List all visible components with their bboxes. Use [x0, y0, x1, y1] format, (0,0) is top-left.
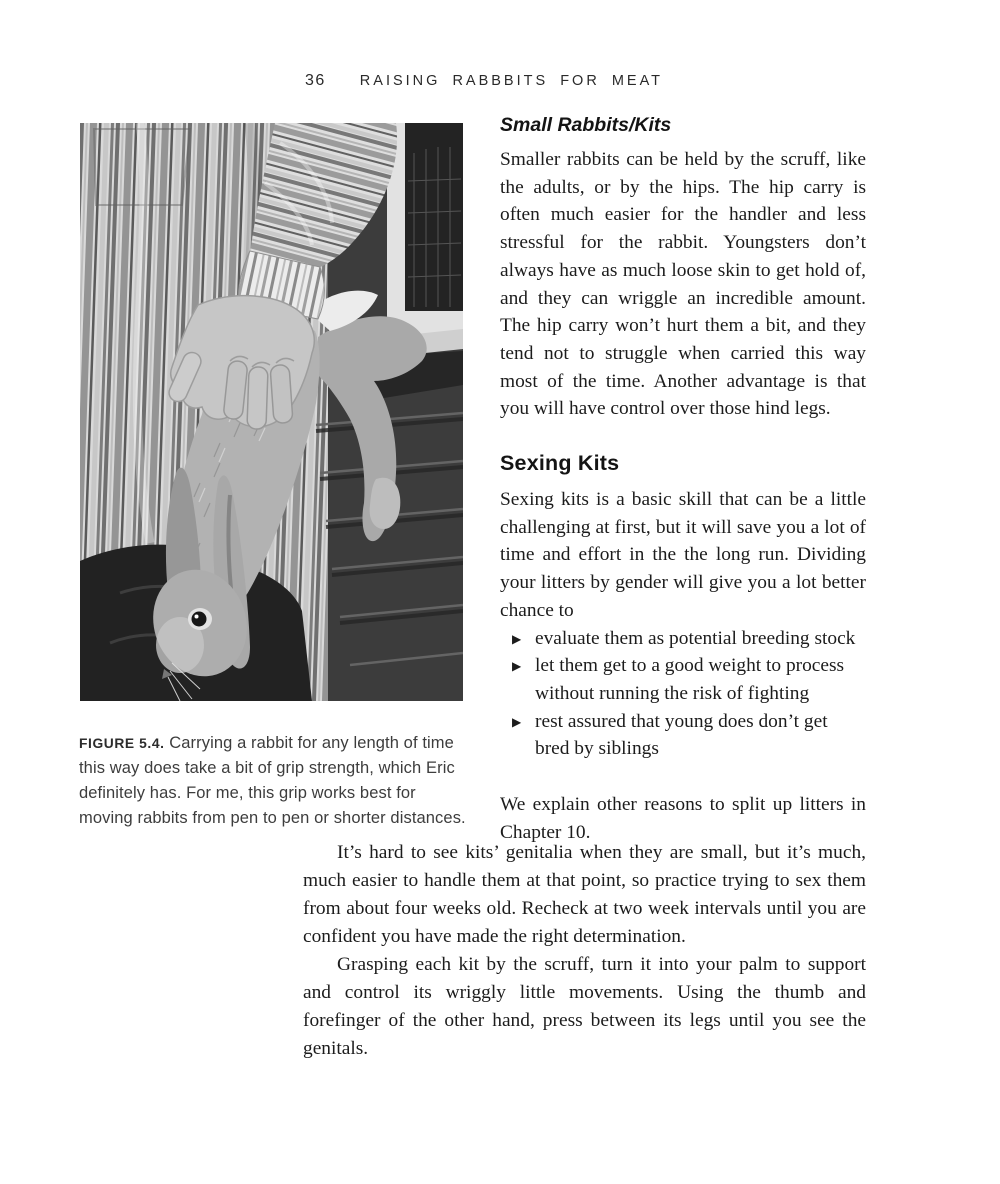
triangle-bullet-icon: ▶ — [512, 631, 522, 646]
paragraph-sexing-kits: Sexing kits is a basic skill that can be a little challenging at first, but it will save you a lot of time and effort in the the long run. Dividing your litters by gender will give you a lot better chance to — [500, 489, 866, 621]
figure-caption — [79, 731, 471, 831]
triangle-bullet-icon: ▶ — [512, 714, 522, 729]
running-head — [305, 72, 663, 90]
figure-caption-label: FIGURE 5.4. — [79, 735, 165, 751]
bullet-list — [500, 625, 866, 764]
rabbit-photo — [80, 123, 463, 701]
list-item-text: evaluate them as potential breeding stock — [535, 627, 856, 649]
figure-caption-text: Carrying a rabbit for any length of time this way does take a bit of grip strength, which Eric definitely has. For me, this grip works best for moving rabbits from pen to pen or shorter distances. — [79, 733, 466, 827]
bottom-text-block — [303, 839, 866, 1063]
running-title: RAISING RABBBITS FOR MEAT — [359, 73, 664, 89]
right-column — [500, 112, 866, 846]
triangle-bullet-icon: ▶ — [512, 659, 522, 674]
list-item — [500, 652, 866, 707]
paragraph-split-litters: We explain other reasons to split up litters in Chapter 10. — [500, 794, 866, 843]
heading-sexing-kits: Sexing Kits — [500, 451, 620, 476]
subheading-small-rabbits-kits: Small Rabbits/Kits — [500, 114, 672, 136]
page-number: 36 — [305, 72, 326, 89]
list-item — [500, 708, 866, 763]
rabbit-photo-art — [80, 123, 463, 701]
list-item — [500, 625, 866, 653]
paragraph-small-rabbits: Smaller rabbits can be held by the scruff, like the adults, or by the hips. The hip carry is often much easier for the handler and less stressful for the rabbit. Youngsters don’t always have as much loose skin to get hold of, and they can wriggle an incredible amount. The hip carry won’t hurt them a bit, and they tend not to struggle when carried this way most of the time. Another advantage is that you will have control over those hind legs. — [500, 149, 866, 420]
paragraph-sexing-practice: It’s hard to see kits’ genitalia when they are small, but it’s much, much easier to handle them at that point, so practice trying to sex them from about four weeks old. Recheck at two week intervals until you are confident you have made the right determination. — [303, 842, 866, 947]
list-item-text: rest assured that young does don’t get bred by siblings — [535, 710, 828, 760]
paragraph-grasping-kit: Grasping each kit by the scruff, turn it into your palm to support and control its wriggly little movements. Using the thumb and forefinger of the other hand, press between its legs until you see the genitals. — [303, 954, 866, 1059]
list-item-text: let them get to a good weight to process without running the risk of fighting — [535, 655, 845, 704]
